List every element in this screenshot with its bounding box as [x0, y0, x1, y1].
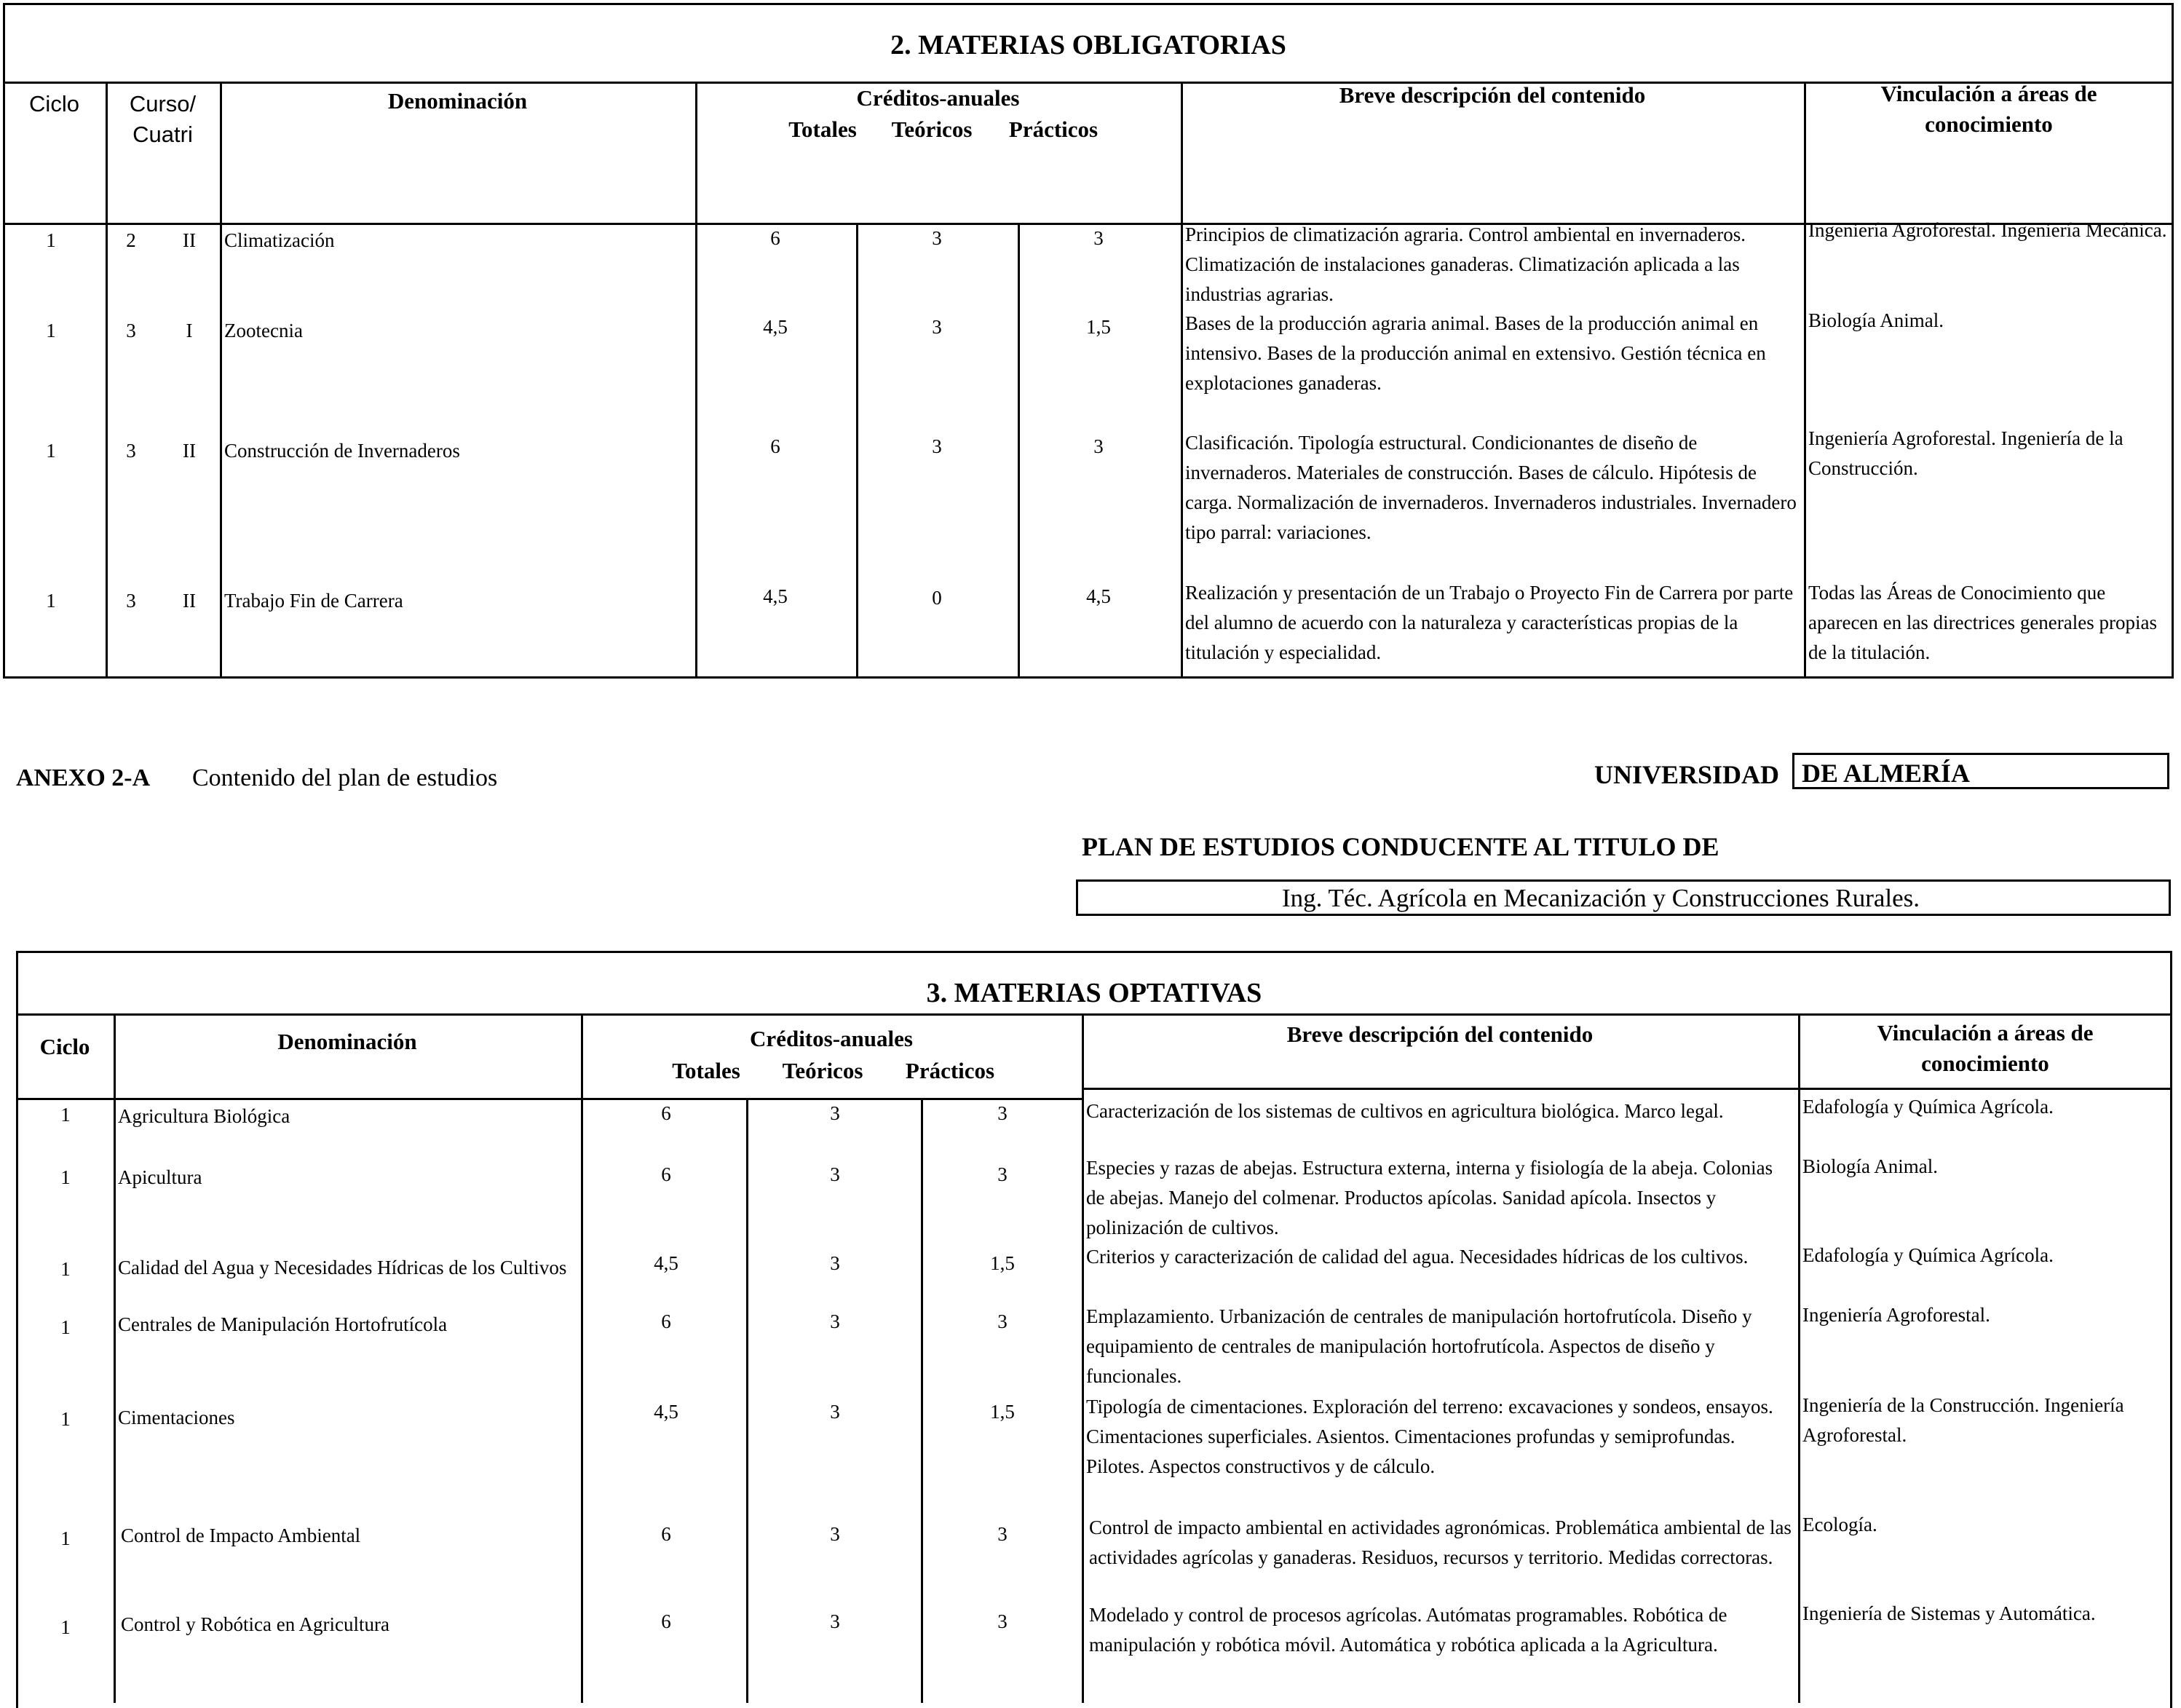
header-denominacion: Denominación	[277, 1029, 417, 1054]
cell-descripcion: Clasificación. Tipología estructural. Condicionantes de diseño de invernaderos. Materiales de construcción. Bases de cálculo. Hipótesis de carga. Normalización de invernaderos. Invernaderos industriales. Invernadero tipo parral: variaciones.	[1185, 432, 1797, 543]
header-vinculacion: Vinculación a áreas de	[1880, 81, 2097, 106]
cell-practicos: 3	[997, 1610, 1008, 1632]
cell-practicos: 1,5	[990, 1401, 1015, 1423]
column-divider	[581, 1013, 583, 1703]
cell-cuatri: II	[183, 229, 196, 251]
cell-denominacion: Trabajo Fin de Carrera	[224, 590, 403, 612]
cell-teoricos: 3	[830, 1163, 840, 1185]
header-ciclo: Ciclo	[29, 91, 79, 116]
cell-totales: 6	[661, 1163, 671, 1185]
cell-vinculacion: Todas las Áreas de Conocimiento que aparecen en las directrices generales propias de la titulación.	[1808, 582, 2157, 663]
header-curso: Curso/	[129, 91, 197, 116]
cell-ciclo: 1	[46, 440, 56, 462]
cell-ciclo: 1	[60, 1616, 71, 1638]
header-teoricos: Teóricos	[782, 1058, 863, 1083]
cell-totales: 6	[770, 435, 780, 457]
header-ciclo: Ciclo	[39, 1034, 90, 1059]
cell-vinculacion: Ingeniería de la Construcción. Ingeniería Agroforestal.	[1802, 1394, 2124, 1446]
header-vinculacion-2: conocimiento	[1925, 111, 2053, 137]
cell-totales: 4,5	[654, 1252, 678, 1274]
cell-totales: 6	[661, 1310, 671, 1332]
cell-denominacion: Cimentaciones	[118, 1407, 235, 1428]
cell-curso: 3	[126, 320, 136, 341]
cell-totales: 6	[661, 1610, 671, 1632]
cell-ciclo: 1	[60, 1104, 71, 1126]
cell-vinculacion: Ingeniería Agroforestal. Ingeniería de la Construcción.	[1808, 427, 2123, 479]
cell-vinculacion: Ingeniería Agroforestal. Ingeniería Mecánica.	[1808, 219, 2167, 241]
header-practicos: Prácticos	[905, 1058, 995, 1083]
cell-teoricos: 3	[830, 1310, 840, 1332]
cell-ciclo: 1	[60, 1408, 71, 1430]
cell-cuatri: I	[186, 320, 193, 341]
column-divider	[1804, 82, 1806, 679]
cell-totales: 6	[661, 1102, 671, 1124]
cell-totales: 4,5	[654, 1401, 678, 1423]
section-3-title: 3. MATERIAS OPTATIVAS	[926, 978, 1262, 1008]
cell-practicos: 3	[1093, 435, 1104, 457]
cell-curso: 3	[126, 440, 136, 462]
cell-ciclo: 1	[46, 229, 56, 251]
column-divider	[114, 1013, 116, 1703]
cell-descripcion: Emplazamiento. Urbanización de centrales de manipulación hortofrutícola. Diseño y equipamiento de centrales de manipulación hortofrutícola. Aspectos de diseño y funcionales.	[1086, 1305, 1752, 1387]
header-descripcion: Breve descripción del contenido	[1286, 1021, 1594, 1047]
cell-teoricos: 3	[830, 1523, 840, 1545]
header-cuatri: Cuatri	[132, 122, 193, 147]
cell-denominacion: Control y Robótica en Agricultura	[121, 1613, 389, 1635]
cell-denominacion: Construcción de Invernaderos	[224, 440, 460, 462]
divider	[1082, 1088, 2172, 1090]
cell-denominacion: Zootecnia	[224, 320, 303, 341]
cell-vinculacion: Ecología.	[1802, 1514, 1877, 1535]
cell-descripcion: Principios de climatización agraria. Control ambiental en invernaderos. Climatización de instalaciones ganaderas. Climatización aplicada a las industrias agrarias.	[1185, 224, 1746, 305]
cell-cuatri: II	[183, 590, 196, 612]
cell-teoricos: 3	[932, 227, 942, 249]
cell-ciclo: 1	[60, 1166, 71, 1188]
column-divider	[1181, 82, 1183, 679]
cell-teoricos: 3	[932, 316, 942, 338]
cell-denominacion: Apicultura	[118, 1166, 202, 1188]
cell-teoricos: 3	[830, 1102, 840, 1124]
divider	[16, 1013, 2172, 1016]
header-totales: Totales	[788, 116, 857, 142]
cell-vinculacion: Edafología y Química Agrícola.	[1802, 1244, 2054, 1266]
cell-curso: 3	[126, 590, 136, 612]
cell-teoricos: 3	[830, 1252, 840, 1274]
cell-practicos: 3	[997, 1163, 1008, 1185]
column-divider	[106, 82, 108, 679]
header-denominacion: Denominación	[387, 88, 528, 114]
cell-practicos: 3	[997, 1310, 1008, 1332]
column-divider	[856, 223, 858, 679]
cell-denominacion: Control de Impacto Ambiental	[121, 1525, 361, 1546]
annex-label: ANEXO 2-A	[16, 764, 151, 791]
column-divider	[1018, 223, 1020, 679]
cell-teoricos: 3	[830, 1610, 840, 1632]
cell-descripcion: Caracterización de los sistemas de cultivos en agricultura biológica. Marco legal.	[1086, 1100, 1724, 1122]
cell-denominacion: Climatización	[224, 229, 335, 251]
cell-practicos: 1,5	[1086, 316, 1111, 338]
cell-descripcion: Modelado y control de procesos agrícolas. Autómatas programables. Robótica de manipulación y robótica móvil. Automática y robótica aplicada a la Agricultura.	[1089, 1604, 1727, 1656]
cell-teoricos: 0	[932, 587, 942, 609]
cell-descripcion: Control de impacto ambiental en actividades agronómicas. Problemática ambiental de las actividades agrícolas y ganaderas. Residuos, recursos y territorio. Medidas correctoras.	[1089, 1517, 1792, 1568]
cell-totales: 4,5	[763, 316, 788, 338]
column-divider	[220, 82, 222, 679]
cell-vinculacion: Ingeniería Agroforestal.	[1802, 1304, 1990, 1326]
cell-descripcion: Tipología de cimentaciones. Exploración del terreno: excavaciones y sondeos, ensayos. Cimentaciones superficiales. Asientos. Cimentaciones profundas y semiprofundas. Pilotes. Aspectos constructivos y de cálculo.	[1086, 1396, 1773, 1477]
cell-teoricos: 3	[830, 1401, 840, 1423]
cell-descripcion: Criterios y caracterización de calidad del agua. Necesidades hídricas de los cultivos.	[1086, 1246, 1749, 1268]
cell-ciclo: 1	[46, 320, 56, 341]
header-teoricos: Teóricos	[891, 116, 973, 142]
cell-descripcion: Realización y presentación de un Trabajo o Proyecto Fin de Carrera por parte del alumno de acuerdo con la naturaleza y características propias de la titulación y especialidad.	[1185, 582, 1794, 663]
cell-descripcion: Especies y razas de abejas. Estructura externa, interna y fisiología de la abeja. Colonias de abejas. Manejo del colmenar. Productos apícolas. Sanidad apícola. Insectos y polinización de cultivos.	[1086, 1157, 1773, 1238]
university-name: DE ALMERÍA	[1802, 759, 1971, 788]
cell-denominacion: Agricultura Biológica	[118, 1105, 290, 1127]
cell-practicos: 3	[997, 1102, 1008, 1124]
cell-vinculacion: Biología Animal.	[1808, 309, 1944, 331]
degree-box	[1076, 879, 2171, 916]
cell-totales: 6	[770, 227, 780, 249]
cell-cuatri: II	[183, 440, 196, 462]
cell-practicos: 3	[997, 1523, 1008, 1545]
cell-vinculacion: Biología Animal.	[1802, 1155, 1938, 1177]
cell-totales: 4,5	[763, 585, 788, 607]
cell-ciclo: 1	[60, 1258, 71, 1280]
plan-title: PLAN DE ESTUDIOS CONDUCENTE AL TITULO DE	[1082, 832, 1719, 861]
cell-denominacion: Calidad del Agua y Necesidades Hídricas de los Cultivos	[118, 1257, 567, 1278]
cell-practicos: 1,5	[990, 1252, 1015, 1274]
column-divider	[921, 1098, 923, 1703]
column-divider	[1082, 1013, 1084, 1703]
column-divider	[746, 1098, 748, 1703]
cell-descripcion: Bases de la producción agraria animal. Bases de la producción animal en intensivo. Bases de la producción animal en extensivo. Gestión técnica en explotaciones ganaderas.	[1185, 312, 1766, 394]
annex-description: Contenido del plan de estudios	[192, 764, 498, 791]
university-label: UNIVERSIDAD	[1594, 760, 1780, 789]
column-divider	[695, 82, 697, 679]
header-totales: Totales	[672, 1058, 740, 1083]
cell-vinculacion: Ingeniería de Sistemas y Automática.	[1802, 1602, 2096, 1624]
cell-vinculacion: Edafología y Química Agrícola.	[1802, 1096, 2054, 1118]
cell-totales: 6	[661, 1523, 671, 1545]
cell-practicos: 4,5	[1086, 585, 1111, 607]
cell-ciclo: 1	[60, 1316, 71, 1338]
university-name-box	[1792, 753, 2169, 789]
cell-denominacion: Centrales de Manipulación Hortofrutícola	[118, 1313, 448, 1335]
cell-curso: 2	[126, 229, 136, 251]
cell-practicos: 3	[1093, 227, 1104, 249]
cell-teoricos: 3	[932, 435, 942, 457]
header-creditos: Créditos-anuales	[856, 85, 1020, 111]
header-practicos: Prácticos	[1008, 116, 1099, 142]
header-creditos: Créditos-anuales	[750, 1026, 913, 1051]
header-vinculacion-2: conocimiento	[1921, 1051, 2049, 1076]
header-vinculacion: Vinculación a áreas de	[1877, 1020, 2094, 1045]
column-divider	[1798, 1013, 1800, 1703]
section-2-title: 2. MATERIAS OBLIGATORIAS	[890, 30, 1286, 60]
header-descripcion: Breve descripción del contenido	[1339, 82, 1646, 108]
degree-title: Ing. Téc. Agrícola en Mecanización y Construcciones Rurales.	[1282, 884, 1920, 912]
cell-ciclo: 1	[46, 590, 56, 612]
cell-ciclo: 1	[60, 1527, 71, 1549]
